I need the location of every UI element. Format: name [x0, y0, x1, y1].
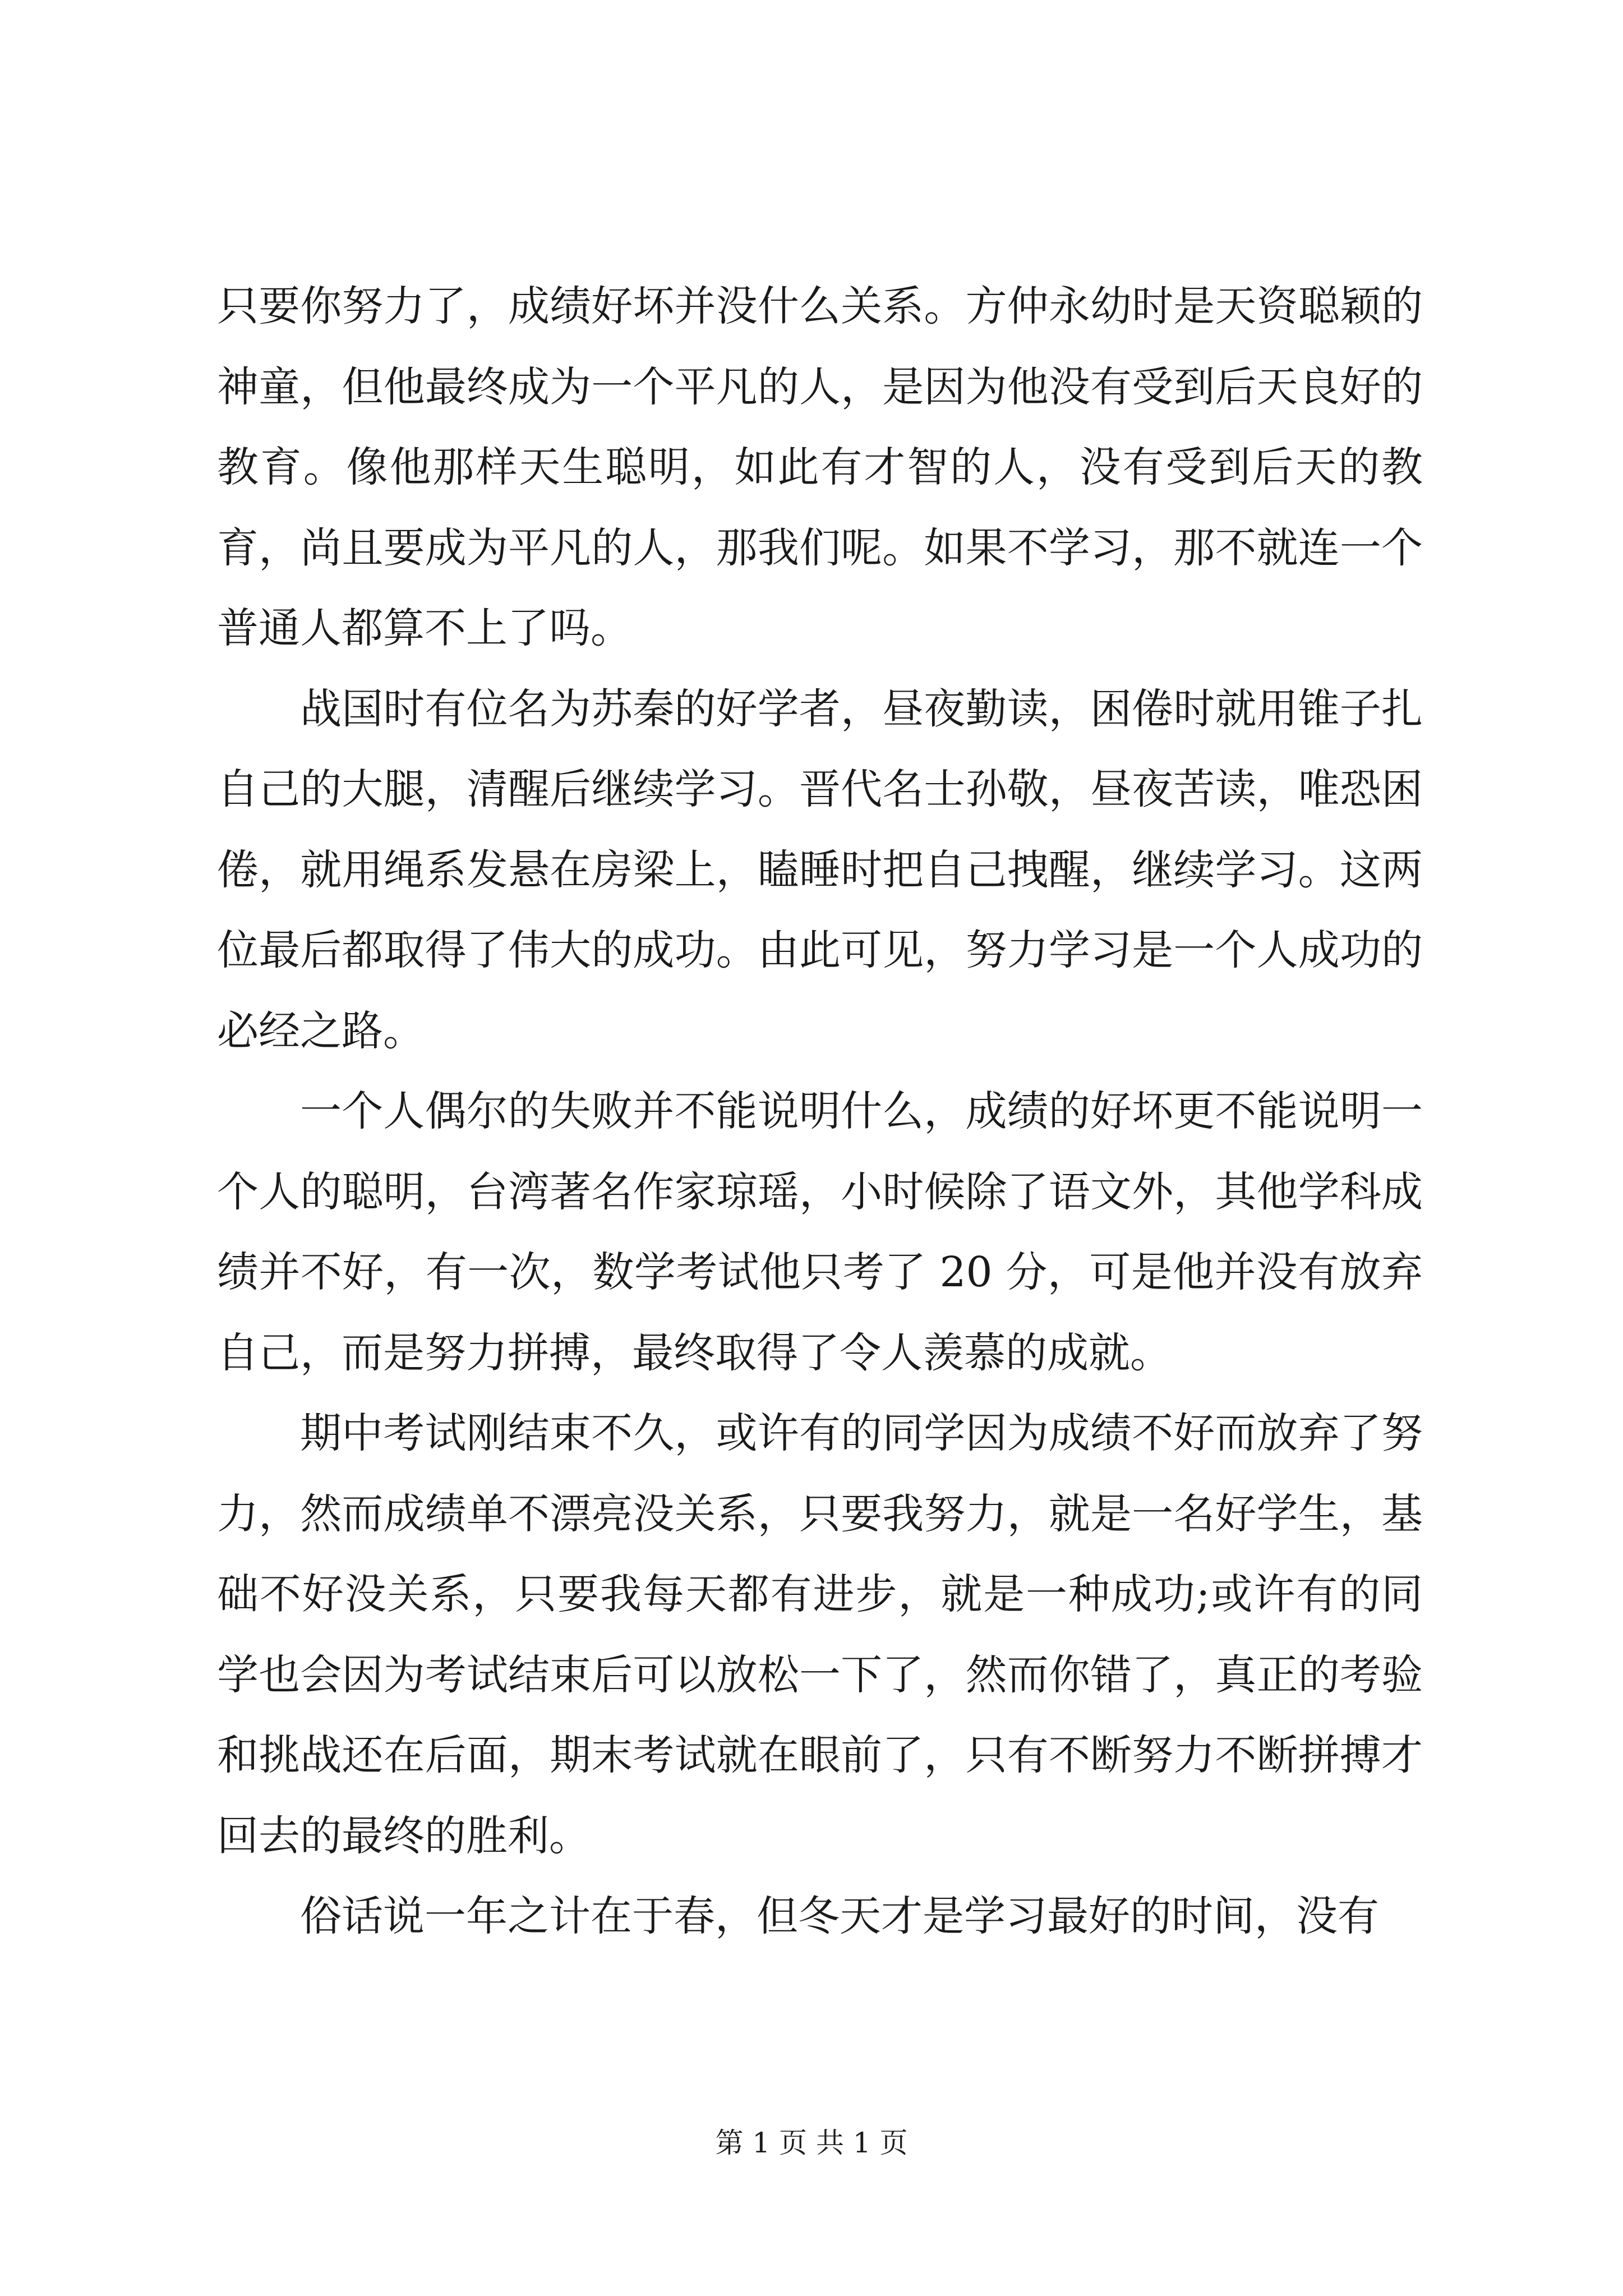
page-number-label: 第 1 页 共 1 页: [715, 2127, 908, 2159]
paragraph-1: 只要你努力了，成绩好坏并没什么关系。方仲永幼时是天资聪颖的神童，但他最终成为一个平凡的人，是因为他没有受到后天良好的教育。像他那样天生聪明，如此有才智的人，没有受到后天的教育，尚且要成为平凡的人，那我们呢。如果不学习，那不就连一个普通人都算不上了吗。: [217, 282, 1423, 652]
page-footer: [0, 2126, 1623, 2160]
paragraph-3: 一个人偶尔的失败并不能说明什么，成绩的好坏更不能说明一个人的聪明，台湾著名作家琼瑶，小时候除了语文外，其他学科成绩并不好，有一次，数学考试他只考了 20 分，可是他并没有放弃自己，而是努力拼搏，最终取得了令人羡慕的成就。: [217, 1087, 1423, 1377]
paragraph-2: 战国时有位名为苏秦的好学者，昼夜勤读，困倦时就用锥子扎自己的大腿，清醒后继续学习。晋代名士孙敬，昼夜苦读，唯恐困倦，就用绳系发悬在房梁上，瞌睡时把自己拽醒，继续学习。这两位最后都取得了伟大的成功。由此可见，努力学习是一个人成功的必经之路。: [217, 684, 1423, 1055]
paragraph-4: 期中考试刚结束不久，或许有的同学因为成绩不好而放弃了努力，然而成绩单不漂亮没关系，只要我努力，就是一名好学生，基础不好没关系，只要我每天都有进步，就是一种成功;或许有的同学也会因为考试结束后可以放松一下了，然而你错了，真正的考验和挑战还在后面，期末考试就在眼前了，只有不断努力不断拼搏才回去的最终的胜利。: [217, 1409, 1423, 1860]
body-text: [217, 266, 1423, 1957]
paragraph-5: 俗话说一年之计在于春，但冬天才是学习最好的时间，没有: [300, 1892, 1379, 1940]
